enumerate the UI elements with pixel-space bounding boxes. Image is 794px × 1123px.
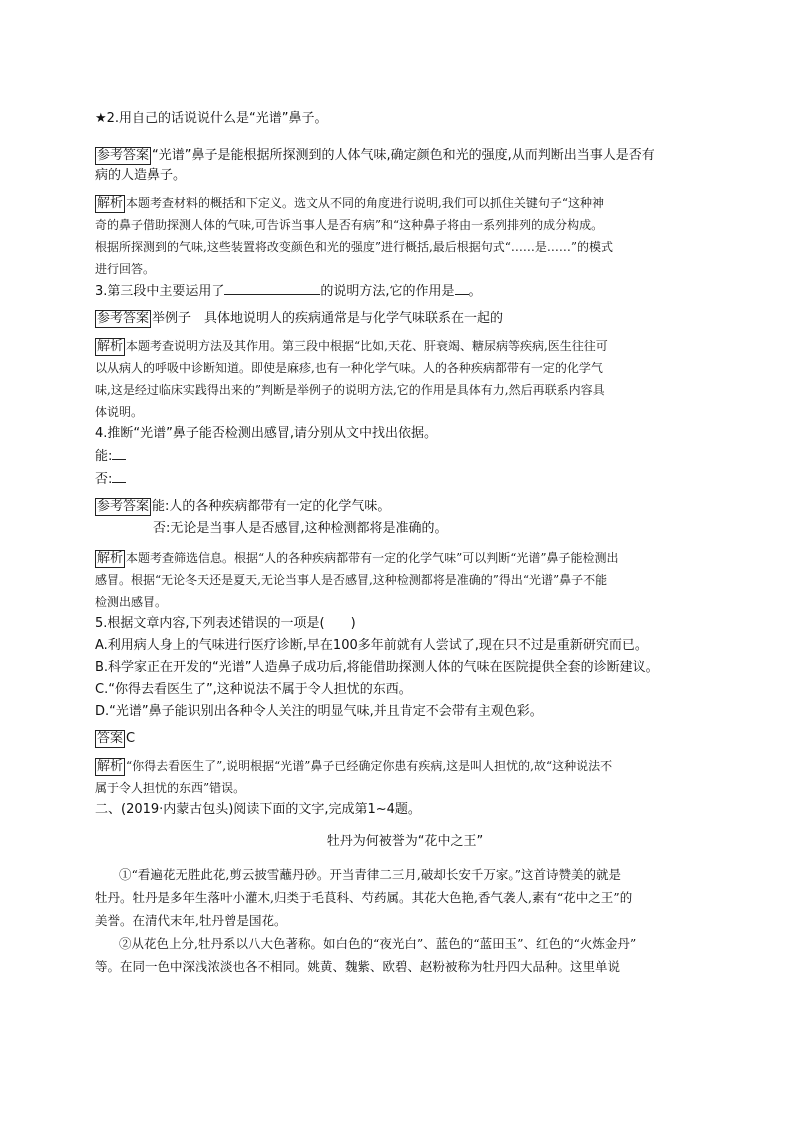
q5-option-d: D.“光谱”鼻子能识别出各种令人关注的明显气味,并且肯定不会带有主观色彩。	[95, 704, 543, 719]
question-2: ★2.用自己的话说说什么是“光谱”鼻子。	[95, 111, 328, 126]
q2-analysis-text-4: 进行回答。	[95, 262, 156, 276]
question-4: 4.推断“光谱”鼻子能否检测出感冒,请分别从文中找出依据。	[95, 426, 438, 441]
q4-analysis-text-2: 感冒。根据“无论冬天还是夏天,无论当事人是否感冒,这种检测都将是准确的”得出“光谱”鼻子不能	[95, 573, 608, 587]
passage-para-1-line-3: 美誉。在清代末年,牡丹曾是国花。	[95, 913, 287, 928]
q4-analysis-text-1: 本题考查筛选信息。根据“人的各种疾病都带有一定的化学气味”可以判断“光谱”鼻子能检测出	[126, 551, 619, 565]
answer-blank[interactable]	[455, 280, 469, 295]
q2-answer-text-1: “光谱”鼻子是能根据所探测到的人体气味,确定颜色和光的强度,从而判断出当事人是否有	[152, 148, 655, 163]
q5-analysis-line-1	[95, 755, 715, 777]
q4-can-line	[95, 445, 715, 468]
q5-analysis-text-2: 属于令人担忧的东西”错误。	[95, 781, 246, 795]
q3-answer-text: 举例子 具体地说明人的疾病通常是与化学气味联系在一起的	[152, 311, 504, 326]
q4-cannot-label: 否:	[95, 472, 113, 487]
q5-option-c: C.“你得去看医生了”,这种说法不属于令人担忧的东西。	[95, 682, 412, 697]
question-3	[95, 280, 715, 303]
passage-para-2-line-1: ②从花色上分,牡丹系以八大色著称。如白色的“夜光白”、蓝色的“蓝田玉”、红色的“火炼金丹”	[119, 936, 637, 951]
question-5: 5.根据文章内容,下列表述错误的一项是( )	[95, 616, 356, 631]
q3-question-before: 3.第三段中主要运用了	[95, 284, 225, 299]
analysis-tag: 解析	[97, 551, 124, 566]
q4-analysis-line-1	[95, 547, 715, 569]
answer-tag: 答案	[97, 731, 124, 746]
q5-option-a: A.利用病人身上的气味进行医疗诊断,早在100多年前就有人尝试了,现在只不过是重新研究而已。	[95, 638, 648, 653]
q2-analysis-text-2: 奇的鼻子借助探测人体的气味,可告诉当事人是否有病”和“这种鼻子将由一系列排列的成分构成。	[95, 218, 604, 232]
q3-analysis-text-3: 味,这是经过临床实践得出来的”判断是举例子的说明方法,它的作用是具体有力,然后再联系内容具	[95, 383, 605, 397]
answer-blank[interactable]	[224, 280, 320, 295]
q3-question-after: 的说明方法,它的作用是	[320, 284, 455, 299]
q5-answer-line	[95, 729, 715, 749]
q4-answer-text-2: 否:无论是当事人是否感冒,这种检测都将是准确的。	[153, 521, 448, 536]
analysis-tag: 解析	[97, 196, 124, 211]
q4-analysis-text-3: 检测出感冒。	[95, 595, 168, 609]
q2-analysis-text-3: 根据所探测到的气味,这些装置将改变颜色和光的强度”进行概括,最后根据句式“……是……”的模式	[95, 240, 614, 254]
section-2-intro: 二、(2019·内蒙古包头)阅读下面的文字,完成第1~4题。	[95, 802, 421, 817]
passage-para-2-line-2: 等。在同一色中深浅浓淡也各不相同。姚黄、魏紫、欧碧、赵粉被称为牡丹四大品种。这里单说	[95, 959, 621, 974]
q4-answer-text-1: 能:人的各种疾病都带有一定的化学气味。	[152, 499, 391, 514]
q4-answer-line-1	[95, 497, 715, 517]
q2-analysis-line-1	[95, 192, 715, 214]
q5-answer-text: C	[126, 731, 136, 746]
q4-cannot-line	[95, 468, 715, 491]
reference-answer-tag: 参考答案	[97, 499, 150, 514]
document-content	[95, 108, 715, 978]
q5-option-b: B.科学家正在开发的“光谱”人造鼻子成功后,将能借助探测人体的气味在医院提供全套的诊断建议。	[95, 660, 659, 675]
answer-blank[interactable]	[112, 468, 126, 483]
q3-answer-line	[95, 309, 715, 329]
analysis-tag: 解析	[97, 339, 124, 354]
reference-answer-tag: 参考答案	[97, 311, 150, 326]
q3-analysis-line-1	[95, 335, 715, 357]
q3-question-end: 。	[468, 284, 482, 299]
q3-analysis-text-2: 以从病人的呼吸中诊断知道。即使是麻疹,也有一种化学气味。人的各种疾病都带有一定的化学气	[95, 361, 603, 375]
answer-blank[interactable]	[112, 445, 126, 460]
passage-para-1-line-2: 牡丹。牡丹是多年生落叶小灌木,归类于毛茛科、芍药属。其花大色艳,香气袭人,素有“花中之王”的	[95, 890, 633, 905]
reference-answer-tag: 参考答案	[97, 148, 150, 163]
q3-analysis-text-4: 体说明。	[95, 405, 144, 419]
passage-para-1-line-1: ①“看遍花无胜此花,剪云披雪蘸丹砂。开当青律二三月,破却长安千万家。”这首诗赞美的就是	[119, 867, 621, 882]
q5-analysis-text-1: “你得去看医生了”,说明根据“光谱”鼻子已经确定你患有疾病,这是叫人担忧的,故“这种说法不	[126, 759, 613, 773]
q2-analysis-text-1: 本题考查材料的概括和下定义。选文从不同的角度进行说明,我们可以抓住关键句子“这种神	[126, 196, 604, 210]
q4-can-label: 能:	[95, 449, 113, 464]
q2-answer-text-2: 病的人造鼻子。	[95, 168, 187, 183]
q2-answer-line-1	[95, 146, 715, 166]
q3-analysis-text-1: 本题考查说明方法及其作用。第三段中根据“比如,天花、肝衰竭、糖尿病等疾病,医生往往可	[126, 339, 608, 353]
passage-title: 牡丹为何被誉为“花中之王”	[326, 834, 484, 849]
analysis-tag: 解析	[97, 759, 124, 774]
